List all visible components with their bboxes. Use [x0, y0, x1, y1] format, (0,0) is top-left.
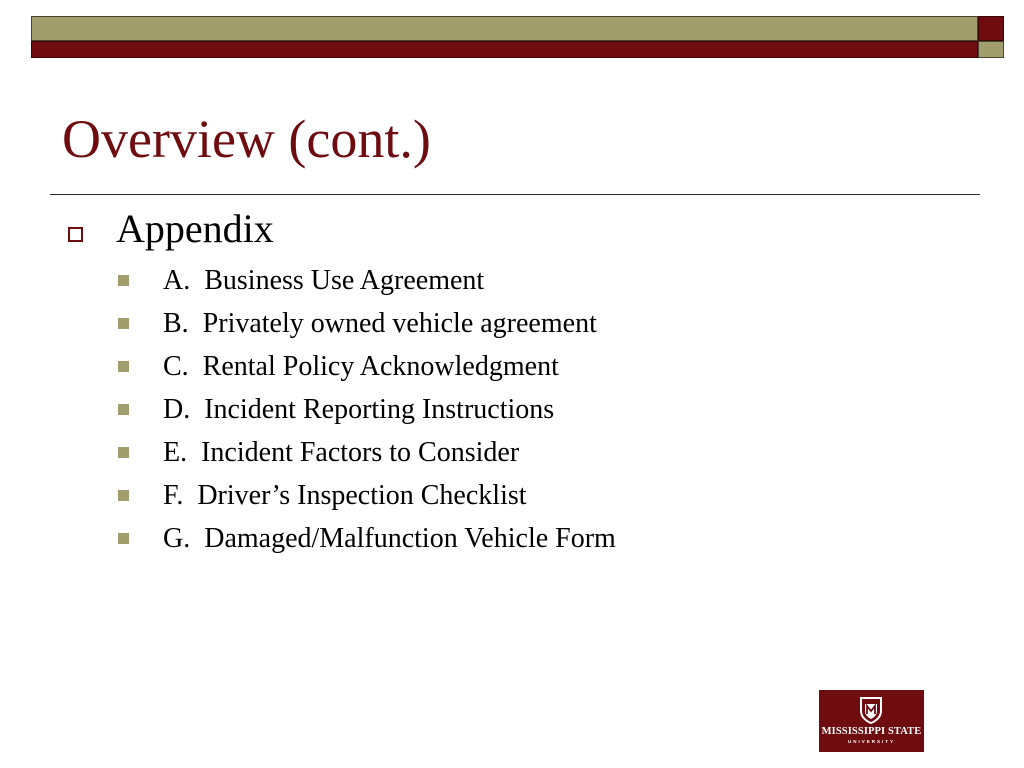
- appendix-heading: Appendix: [116, 206, 274, 251]
- hollow-square-bullet-icon: [68, 227, 83, 242]
- filled-square-bullet-icon: [118, 318, 129, 329]
- corner-olive-square: [978, 41, 1004, 58]
- list-item-text: E. Incident Factors to Consider: [163, 437, 520, 468]
- filled-square-bullet-icon: [118, 275, 129, 286]
- list-item-text: D. Incident Reporting Instructions: [163, 394, 555, 425]
- list-item-text: C. Rental Policy Acknowledgment: [163, 351, 559, 382]
- logo-subtext: UNIVERSITY: [847, 739, 895, 744]
- shield-m-icon: [859, 696, 883, 724]
- list-item-text: G. Damaged/Malfunction Vehicle Form: [163, 523, 616, 554]
- logo-wordmark: MISSISSIPPI STATE: [821, 726, 922, 737]
- university-logo: [819, 690, 924, 752]
- filled-square-bullet-icon: [118, 490, 129, 501]
- list-item-text: A. Business Use Agreement: [163, 265, 485, 296]
- title-divider: [50, 194, 980, 195]
- filled-square-bullet-icon: [118, 404, 129, 415]
- top-olive-bar: [31, 16, 978, 41]
- slide-title: Overview (cont.): [62, 109, 431, 169]
- filled-square-bullet-icon: [118, 361, 129, 372]
- corner-maroon-square: [978, 16, 1004, 41]
- filled-square-bullet-icon: [118, 447, 129, 458]
- filled-square-bullet-icon: [118, 533, 129, 544]
- list-item-text: B. Privately owned vehicle agreement: [163, 308, 597, 339]
- list-item-text: F. Driver’s Inspection Checklist: [163, 480, 527, 511]
- top-maroon-bar: [31, 41, 978, 58]
